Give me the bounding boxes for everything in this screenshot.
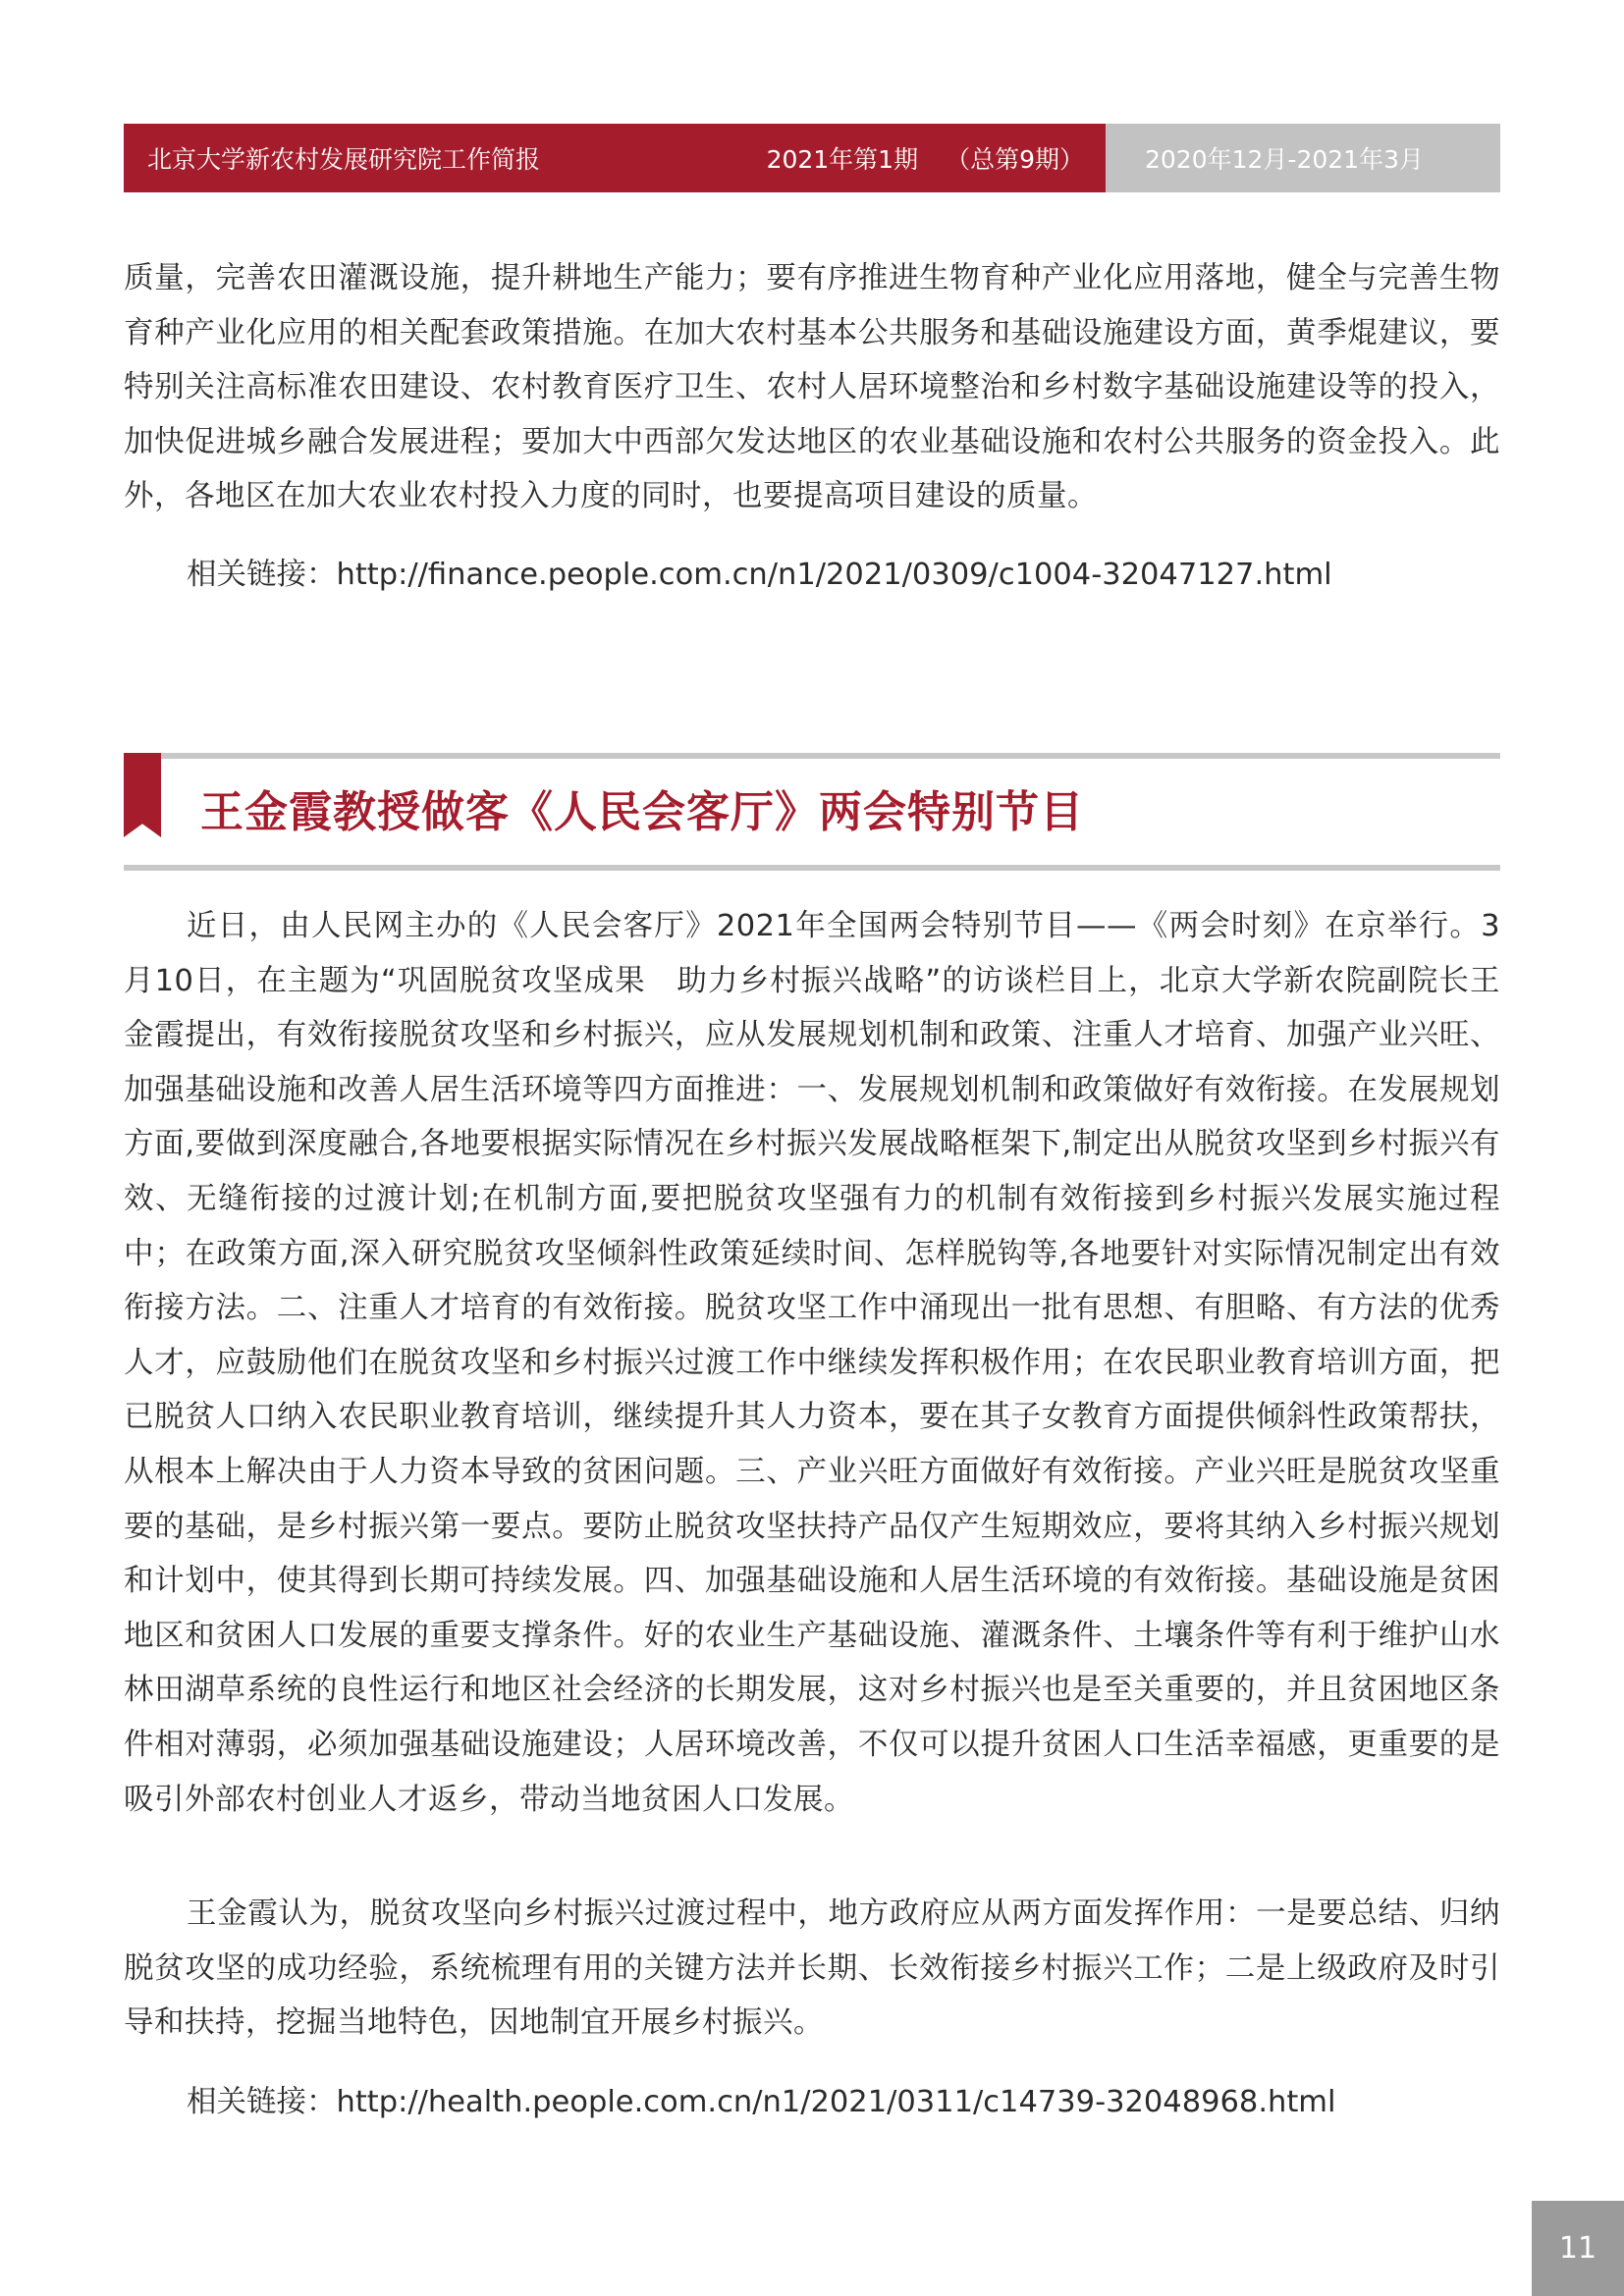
section-top-rule bbox=[124, 753, 1500, 759]
header-issue-total: （总第9期） bbox=[946, 145, 1084, 174]
header-issue-number: 2021年第1期 bbox=[766, 145, 919, 174]
page-header bbox=[124, 124, 1500, 192]
body-paragraph: 王金霞认为，脱贫攻坚向乡村振兴过渡过程中，地方政府应从两方面发挥作用：一是要总结、归纳脱贫攻坚的成功经验，系统梳理有用的关键方法并长期、长效衔接乡村振兴工作；二是上级政府及时引导和扶持，挖掘当地特色，因地制宜开展乡村振兴。 bbox=[124, 1896, 1500, 2041]
body-paragraph: 质量，完善农田灌溉设施，提升耕地生产能力；要有序推进生物育种产业化应用落地，健全与完善生物育种产业化应用的相关配套政策措施。在加大农村基本公共服务和基础设施建设方面，黄季焜建议，要特别关注高标准农田建设、农村教育医疗卫生、农村人居环境整治和乡村数字基础设施建设等的投入，加快促进城乡融合发展进程；要加大中西部欠发达地区的农业基础设施和农村公共服务的资金投入。此外，各地区在加大农业农村投入力度的同时，也要提高项目建设的质量。 bbox=[124, 261, 1500, 514]
header-issue bbox=[767, 140, 1084, 176]
related-link[interactable]: 相关链接：http://health.people.com.cn/n1/2021/0311/c14739-32048968.html bbox=[187, 2085, 1336, 2119]
page-number: 11 bbox=[1532, 2201, 1624, 2296]
bookmark-ribbon-icon bbox=[124, 753, 161, 837]
header-title: 北京大学新农村发展研究院工作简报 bbox=[147, 145, 541, 174]
related-link[interactable]: 相关链接：http://finance.people.com.cn/n1/2021/0309/c1004-32047127.html bbox=[187, 558, 1332, 592]
header-period: 2020年12月-2021年3月 bbox=[1145, 145, 1424, 174]
header-title-bar bbox=[124, 124, 1106, 192]
section-title: 王金霞教授做客《人民会客厅》两会特别节目 bbox=[200, 787, 1084, 837]
header-period-bar bbox=[1106, 124, 1500, 192]
section-bottom-rule bbox=[124, 865, 1500, 871]
body-paragraph: 近日，由人民网主办的《人民会客厅》2021年全国两会特别节目——《两会时刻》在京举行。3月10日，在主题为“巩固脱贫攻坚成果 助力乡村振兴战略”的访谈栏目上，北京大学新农院副院长王金霞提出，有效衔接脱贫攻坚和乡村振兴，应从发展规划机制和政策、注重人才培育、加强产业兴旺、加强基础设施和改善人居生活环境等四方面推进：一、发展规划机制和政策做好有效衔接。在发展规划方面,要做到深度融合,各地要根据实际情况在乡村振兴发展战略框架下,制定出从脱贫攻坚到乡村振兴有效、无缝衔接的过渡计划;在机制方面,要把脱贫攻坚强有力的机制有效衔接到乡村振兴发展实施过程中；在政策方面,深入研究脱贫攻坚倾斜性政策延续时间、怎样脱钩等,各地要针对实际情况制定出有效衔接方法。二、注重人才培育的有效衔接。脱贫攻坚工作中涌现出一批有思想、有胆略、有方法的优秀人才，应鼓励他们在脱贫攻坚和乡村振兴过渡工作中继续发挥积极作用；在农民职业教育培训方面，把已脱贫人口纳入农民职业教育培训，继续提升其人力资本，要在其子女教育方面提供倾斜性政策帮扶，从根本上解决由于人力资本导致的贫困问题。三、产业兴旺方面做好有效衔接。产业兴旺是脱贫攻坚重要的基础，是乡村振兴第一要点。要防止脱贫攻坚扶持产品仅产生短期效应，要将其纳入乡村振兴规划和计划中，使其得到长期可持续发展。四、加强基础设施和人居生活环境的有效衔接。基础设施是贫困地区和贫困人口发展的重要支撑条件。好的农业生产基础设施、灌溉条件、土壤条件等有利于维护山水林田湖草系统的良性运行和地区社会经济的长期发展，这对乡村振兴也是至关重要的，并且贫困地区条件相对薄弱，必须加强基础设施建设；人居环境改善，不仅可以提升贫困人口生活幸福感，更重要的是吸引外部农村创业人才返乡，带动当地贫困人口发展。 bbox=[124, 909, 1500, 1817]
